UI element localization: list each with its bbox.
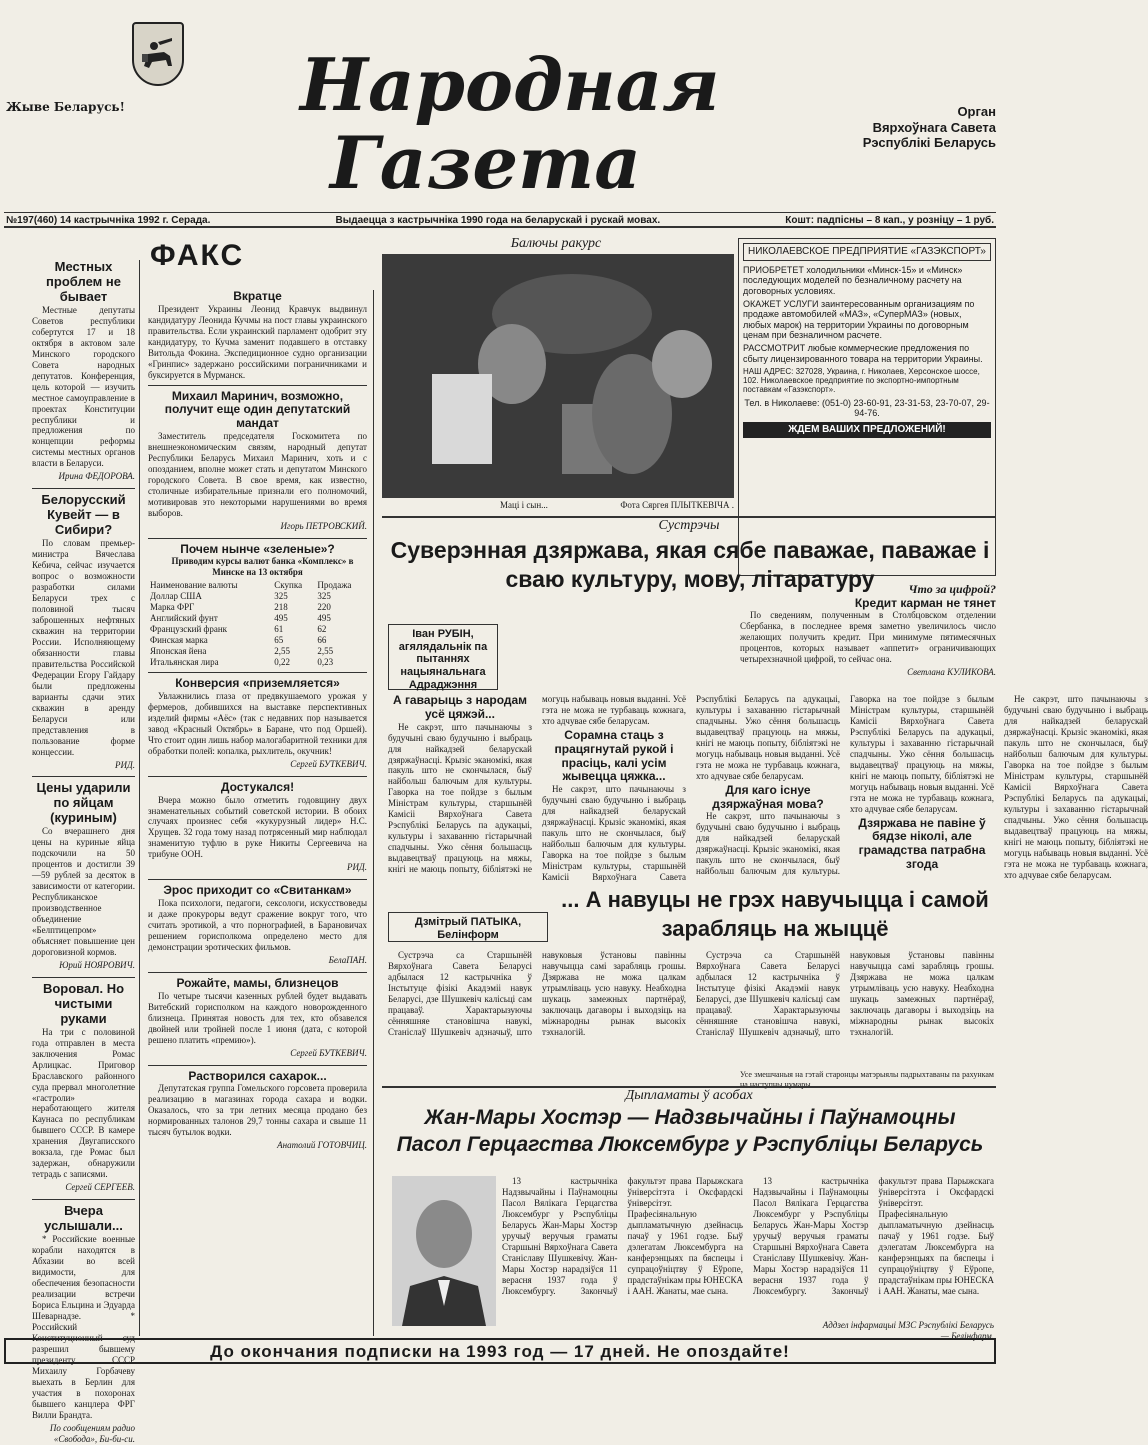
meeting-subhead: А гаварыць з народам усё цяжэй... [392,693,528,721]
article-body: Президент Украины Леонид Кравчук выдвинул кандидатуру Леонида Кучмы на пост главы украинского правительства. Если украинский парламент одобрит эту кандидатуру, то Кучма заменит подавшего в отставку Витольда Фокина. Экспедиционное судно организации «Гринпис» задержано российскими пограничниками и буксируется в Мурманск. [148,303,367,380]
science-headline: ... А навуцы не грэх навучыцца і самой зарабляць на жыццё [561,887,989,941]
article-body: Вчера можно было отметить годовщину двух знаменательных событий советской истории. В обоих случаях произнес себя «кукурузный лидер» Н.С. Хрущев. 32 года тому назад потрясенный мир наблюдал знаменитую туфлю в руке Никиты Сергеевича на трибуне ООН. [148,794,367,860]
issue-number: №197(460) 14 кастрычніка 1992 г. Серада. [6,215,211,226]
article-title: Михаил Маринич, возможно, получит еще один депутатский мандат [164,388,351,431]
fax-article-body: Со вчерашнего дня цены на куриные яйца подскочили на 50 процентов и достигли 39—59 рублей за десяток в зависимости от категории. Республиканское производственное объединение «Белптицепром» объясняет повышение цен дороговизной кормов. [32,826,135,957]
fax-article-title: Ворoвал. Но чистыми руками [42,980,125,1026]
price-info: Кошт: падпісны – 8 кап., у розніцу – 1 руб. [785,215,994,226]
motto: Жыве Беларусь! [6,100,125,114]
fax-article-body: * Российские военные корабли находятся в Абхазии во всей видимости, для обеспечения безопасности реализации встречи Бориса Ельцина и Эдуарда Шеварнадзе. * Российский Конституционный суд разрешил бывшему президенту СССР Михаилу Горбачеву выехать в Берлин для участия в похоронах бывшего канцлера ФРГ Вилли Брандта. [32,1234,135,1420]
protest-photo [382,254,734,498]
table-row: Японская йена 2,55 2,55 [150,646,334,657]
diplomats-rubric: Дыпламаты ў асобах [382,1086,996,1104]
credit-body: По сведениям, полученным в Столбцовском отделении Сбербанка, в последнее время заметно увеличилось число желающих получить кредит. При минимуме пятимесячных процентов, которых называет «аппетит» ограничивающих четырехзначной цифрой, то сейчас она. [740,610,996,665]
table-row: Английский фунт 495 495 [150,613,331,624]
table-row: Французский франк 61 62 [150,624,327,635]
fax-article-title: Местных проблем не бывает [46,259,121,304]
diplomats-body: 13 кастрычніка Надзвычайны і Паўнамоцны Пасол Вялікага Герцагства Люксембург у Рэспубліцы Беларусь Жан-Мары Хостэр уручыў веручыя граматы Старшыні Вярхоўнага Савета Станіславу Шушкевічу. Жан-Мары Хостэр нарадзіўся 11 верасня 1937 года ў Люксембургу. Закончыў факультэт права Парыжскага ўніверсітэта і Оксфардскі ўніверсітэт. Прафесіянальную дыпламатычную дзейнасць пачаў у 1961 годзе. Быў дэлегатам Люксембурга на канферэнцыях па бяспецы і супрацоўніцтву ў Еўропе, прадстаўнікам пры ЮНЕСКА і ААН. Жанаты, мае сына. 13 кастрычніка Надзвычайны і Паўнамоцны Пасол Вялікага Герцагства Люксембург у Рэспубліцы Беларусь Жан-Мары Хостэр уручыў веручыя граматы Старшыні Вярхоўнага Савета Станіславу Шушкевічу. Жан-Мары Хостэр нарадзіўся 11 верасня 1937 года ў Люксембургу. Закончыў факультэт права Парыжскага ўніверсітэта і Оксфардскі ўніверсітэт. Прафесіянальную дыпламатычную дзейнасць пачаў у 1961 годзе. Быў дэлегатам Люксембурга на канферэнцыях па бяспецы і супрацоўніцтву ў Еўропе, прадстаўнікам пры ЮНЕСКА і ААН. Жанаты, мае сына. [502,1176,994,1296]
fax-article-title: Вчера услышали... [44,1203,123,1234]
table-header: Наименование валюты Скупка Продажа [150,580,352,591]
ad-item: ОКАЖЕТ УСЛУГИ заинтересованным организациям по продаже автомобилей «МАЗ», «СуперМАЗ» (новых, любых марок) на территории Украины по договорным ценам при безналичном расчете. [743,299,975,341]
issue-info-bar [4,212,996,228]
meeting-headline: Суверэнная дзяржава, якая сябе паважае, паважае і сваю культуру, мову, літаратуру [390,537,990,592]
credit-article: Что за цифрой? Кредит карман не тянет По сведениям, полученным в Столбцовском отделении Сбербанка, в последнее время заметно увеличилось число желающих получить кредит. При минимуме пятимесячных процентов, которых называет «аппетит» ограничивающих четырехзначной цифрой, то сейчас она. Светлана КУЛИКОВА. [740,582,996,678]
news-column: Вкратце Президент Украины Леонид Кравчук выдвинул кандидатуру Леонида Кучмы на пост главы украинского правительства. Если украинский парламент одобрит эту кандидатуру, то Кучма заменит подавшего в отставку Витольда Фокина. Экспедиционное судно организации «Гринпис» задержано российскими пограничниками и буксируется в Мурманск. Михаил Маринич, возможно, получит еще один депутатский мандат Заместитель председателя Госкомитета по внешнеэкономическим связям, народный депутат Республики Беларусь Михаил Маринич, хоть и с опозданием, вполне может стать и депутатом Минского городского Совета. В свое время, как известно, столичные избирательные признали его полномочий, мотивировав это некоторыми нарушениями во время выборов. Игорь ПЕТРОВСКИЙ. Почем нынче «зеленые»? Приводим курсы валют банка «Комплекс» в Минске на 13 октября Наименование валюты Скупка Продажа Доллар США 325 325 Марка ФРГ 218 220 Английский фунт 495 495 Французский франк 61 62 Финская марка 65 66 Японская йена 2,55 2,55 Итальянская лира 0,22 0,23 Конверсия «приземляется» Увлажнились глаза от предвкушаемого урожая у фермеров, добившихся на выставке перспективных изделий фирмы «Аёс» (так с недавних пор называется завод «Красный Октябрь» в Баране, что под Оршей). Что стоит один лишь набор малогабаритной техники для обработки полей: копалка, рыхлитель, окучник! Сергей БУТКЕВИЧ. Достукался! Вчера можно было отметить годовщину двух знаменательных событий советской истории. В обоих случаях произнес себя «кукурузный лидер» Н.С. Хрущев. 32 года тому назад потрясенный мир наблюдал знаменитую туфлю в руке Никиты Сергеевича на трибуне ООН. РИД. Эрос приходит со «Свитанкам» Пока психологи, педагоги, сексологи, искусствоведы и даже прокуроры ведут сражение вокруг того, что считать эротикой, а что порнографией, в Барановичах решением горисполкома определено место для демонстрации эротических фильмов. БелаПАН. Рожайте, мамы, близнецов По четыре тысячи казенных рублей будет выдавать Витебский горисполком на каждого новорожденного близнеца. Принятая новость для тех, кто обзавелся двойней или тройней после 1 июня (дата, с которой решено платить «премию»). Сергей БУТКЕВИЧ. Растворился сахарок... Депутатская группа Гомельского горсовета проверила реализацию в магазинах города сахара и водки. Оказалось, что за три летних месяца продано без нормированных талонов 29,7 тонны сахара и свыше 11 тысяч бутылок водки. Анатолий ГОТОВЧИЦ. [148,290,374,1336]
fax-column: Местных проблем не бывает Местные депутаты Советов республики собертутся 17 и 18 октября в актовом зале Минского городского Совета народных депутатов. Конференция, цель которой — изучить местное самоуправление в проектах Конституции республики и предложения по концепции реформы системы местных органов власти в Беларуси. Ирина ФЕДОРОВА. Белорусский Кувейт — в Сибири? По словам премьер-министра Вячеслава Кебича, сейчас изучается вопрос о возможности разработки силами Беларуси трех с половиной тысяч заброшенных нефтяных скважин на территории России. Исполняющему обязанности главы правительства Российской Федерации Егору Гайдару были предложены варианты сдачи этих скважин в аренду Беларуси или представления в пользование форме концессии. РИД. Цены ударили по яйцам (куриным) Со вчерашнего дня цены на куриные яйца подскочили на 50 процентов и достигли 39—59 рублей за десяток в зависимости от категории. Республиканское производственное объединение «Белптицепром» объясняет повышение цен дороговизной кормов. Юрий НОЯРОВИЧ. Ворoвал. Но чистыми руками На три с половиной года отправлен в места заключения Ромас Арлицкас. Приговор Браславского районного суда прервал многолетние «гастроли» неработающего жителя Каунаса по республикам бывшего СССР. В камере хранения Двугаписского вокзала, где Ромас был задержан, обнаружили тетрадь с записями. Сергей СЕРГЕЕВ. Вчера услышали... * Российские военные корабли находятся в Абхазии во всей видимости, для обеспечения безопасности реализации встречи Бориса Ельцина и Эдуарда Шеварнадзе. * Российский Конституционный суд разрешил бывшему президенту СССР Михаилу Горбачеву выехать в Берлин для участия в похоронах бывшего канцлера ФРГ Вилли Брандта. По сообщениям радио «Свобода», Би-би-си. [32,260,140,1336]
photo-caption-right: Фота Сяргея ПЛЫТКЕВІЧА . [620,500,734,510]
ad-item: ПРИОБРЕТЕТ холодильники «Минск-15» и «Минск» последующих моделей по безналичному расчету на договорных условиях. [743,265,963,296]
article-title: Вкратце [233,289,282,303]
article-body: Пока психологи, педагоги, сексологи, искусствоведы и даже прокуроры ведут сражение вокруг того, что считать эротикой, а что порнографией, в Барановичах решением горисполкома определено место для демонстрации эротических фильмов. [148,898,367,952]
science-byline: Дзмітрый ПАТЫКА, Белінформ [388,912,548,942]
ambassador-portrait [392,1176,496,1326]
organ-caption: Орган Вярхоўнага Савета Рэспублікі Беларусь [862,104,996,151]
table-row: Финская марка 65 66 [150,635,327,646]
meeting-byline: Іван РУБІН, агялядальнік па пытаннях нацыянальнага Адраджэння [388,624,498,690]
ad-title: НИКОЛАЕВСКОЕ ПРЕДПРИЯТИЕ «ГАЗЭКСПОРТ» [743,243,991,261]
title-line-2: Газета [330,120,641,205]
science-end-note: Усе змешчаныя на гэтай старонцы матэрыялы падрыхтаваны па рахункам на наступны нумары. [740,1070,994,1089]
article-body: Приводим курсы валют банка «Комплекс» в Минске на 13 октября [171,556,354,578]
publication-since: Выдаецца з кастрычніка 1990 года на беларускай і рускай мовах. [335,215,661,226]
meeting-subhead: Сорамна стаць з працягнутай рукой і прасіць, калі усім жывецца цяжка... [554,727,674,784]
subscription-banner: До окончания подписки на 1993 год — 17 дней. Не опоздайте! [4,1338,996,1364]
fax-article-body: По словам премьер-министра Вячеслава Кебича, сейчас изучается вопрос о возможности разработки силами Беларуси трех с половиной тысяч заброшенных нефтяных скважин на территории России. Исполняющему обязанности главы правительства Российской Федерации Егору Гайдару были предложены варианты сдачи этих скважин в аренду Беларуси или представления в пользование форме концессии. [32,538,135,757]
article-body: Увлажнились глаза от предвкушаемого урожая у фермеров, добившихся на выставке перспективных изделий фирмы «Аёс» (так с недавних пор называется завод «Красный Октябрь» в Баране, что под Оршей). Что стоит один лишь набор малогабаритной техники для обработки полей: копалка, рыхлитель, окучник! [148,690,367,756]
fax-article-body: Местные депутаты Советов республики собертутся 17 и 18 октября в актовом зале Минского городского Совета народных депутатов. Конференция, цель которой — изучить местное самоуправление в проектах Конституции республики и предложения по концепции реформы системы местных органов власти в Беларуси. [32,304,135,469]
fax-article-title: Белорусский Кувейт — в Сибири? [41,492,126,538]
photo-caption-left: Маці і сын... [500,500,548,510]
meeting-subhead: Для каго існуе дзяржаўная мова? [712,782,824,811]
meeting-subhead: Дзяржава не павіне ў бядзе ніколі, але грамадства патрабна згода [858,815,986,872]
coat-of-arms-icon [132,22,184,86]
meeting-rubric: Сустрэчы [382,516,996,534]
ad-address: НАШ АДРЕС: 327028, Украина, г. Николаев, Херсонское шоссе, 102. Николаевское предприятие по экспортно-импортным поставкам «Газэкспорт». [743,367,980,395]
fax-article-body: На три с половиной года отправлен в места заключения Ромас Арлицкас. Приговор Браславского районного суда прервал многолетние «гастроли» неработающего жителя Каунаса по республикам бывшего СССР. В камере хранения Двугаписского вокзала, где Ромас был задержан, обнаружили тетрадь с записями. [32,1026,135,1180]
article-title: Конверсия «приземляется» [175,676,340,691]
article-title: Растворился сахарок... [188,1068,327,1083]
table-row: Итальянская лира 0,22 0,23 [150,657,334,668]
fax-heading: ФАКС [150,239,245,272]
science-body: Сустрэча са Старшынёй Вярхоўнага Савета Беларусі адбылася 12 кастрычніка ў Інстытуце фізікі Акадэміі навук Беларусі, дзе Шушкевіч калісьці сам працаваў. Характарызуючы сённяшняе становішча навукі, Станіслаў Шушкевіч адзначыў, што навуковыя ўстановы павінны навучыцца самі зарабляць грошы. Дзяржава не можа цалкам утрымліваць усю навуку. Неабходна шукаць замежных партнёраў, заключаць дагаворы і выходзіць на міжнародны рынак высокіх тэхналогій. Сустрэча са Старшынёй Вярхоўнага Савета Беларусі адбылася 12 кастрычніка ў Інстытуце фізікі Акадэміі навук Беларусі, дзе Шушкевіч калісьці сам працаваў. Характарызуючы сённяшняе становішча навукі, Станіслаў Шушкевіч адзначыў, што навуковыя ўстановы павінны навучыцца самі зарабляць грошы. Дзяржава не можа цалкам утрымліваць усю навуку. Неабходна шукаць замежных партнёраў, заключаць дагаворы і выходзіць на міжнародны рынак высокіх тэхналогій. [388,950,994,1037]
credit-kicker: Что за цифрой? [908,582,996,596]
photo-rubric: Балючы ракурс [510,236,602,251]
meeting-body: А гаварыць з народам усё цяжэй... Не сакрэт, што пачынаючы з будучыні сваю будучыню і выбраць для найкадзей беларускай дзяржаўнасці. Крызіс эканомікі, якая пакуль што не скончылася, быў найбольш балючым для культуры. Гаворка на тое пойдзе з былым Міністрам культуры, старшынёй Камісіі Вярхоўнага Савета Рэспублікі Беларусь па адукацыі, культуры і захаванню гістарычнай спадчыны. Ужо сёння большасць выдавецтваў працуюць на мяжы, кнігі не маюць попыту, бібліятэкі не могуць набываць новыя выданні. Усё гэта не можа не турбаваць кожнага, хто адчувае сябе беларусам. Сорамна стаць з працягнутай рукой і прасіць, калі усім жывецца цяжка... Не сакрэт, што пачынаючы з будучыні сваю будучыню і выбраць для найкадзей беларускай дзяржаўнасці. Крызіс эканомікі, якая пакуль што не скончылася, быў найбольш балючым для культуры. Гаворка на тое пойдзе з былым Міністрам культуры, старшынёй Камісіі Вярхоўнага Савета Рэспублікі Беларусь па адукацыі, культуры і захаванню гістарычнай спадчыны. Ужо сёння большасць выдавецтваў працуюць на мяжы, кнігі не маюць попыту, бібліятэкі не могуць набываць новыя выданні. Усё гэта не можа не турбаваць кожнага, хто адчувае сябе беларусам. Для каго існуе дзяржаўная мова? Не сакрэт, што пачынаючы з будучыні сваю будучыню і выбраць для найкадзей беларускай дзяржаўнасці. Крызіс эканомікі, якая пакуль што не скончылася, быў найбольш балючым для культуры. Гаворка на тое пойдзе з былым Міністрам культуры, старшынёй Камісіі Вярхоўнага Савета Рэспублікі Беларусь па адукацыі, культуры і захаванню гістарычнай спадчыны. Ужо сёння большасць выдавецтваў працуюць на мяжы, кнігі не маюць попыту, бібліятэкі не могуць набываць новыя выданні. Усё гэта не можа не турбаваць кожнага, хто адчувае сябе беларусам. Дзяржава не павіне ў бядзе ніколі, але грамадства патрабна згода Не сакрэт, што пачынаючы з будучыні сваю будучыню і выбраць для найкадзей беларускай дзяржаўнасці. Крызіс эканомікі, якая пакуль што не скончылася, быў найбольш балючым для культуры. Гаворка на тое пойдзе з былым Міністрам культуры, старшынёй Камісіі Вярхоўнага Савета Рэспублікі Беларусь па адукацыі, культуры і захаванню гістарычнай спадчыны. Ужо сёння большасць выдавецтваў працуюць на мяжы, кнігі не маюць попыту, бібліятэкі не могуць набываць новыя выданні. Усё гэта не можа не турбаваць кожнага, хто адчувае сябе беларусам. [388,693,1148,882]
ad-item: РАССМОТРИТ любые коммерческие предложения по сбыту лицензированного товара на территории Украины. [743,343,983,364]
article-title: Достукался! [220,779,295,794]
article-title: Рожайте, мамы, близнецов [176,975,339,990]
article-body: По четыре тысячи казенных рублей будет выдавать Витебский горисполком на каждого новорожденного близнеца. Принятая новость для тех, кто обзавелся двойней или тройней после 1 июня (дата, с которой решено платить «премию»). [148,990,367,1045]
article-title: Почем нынче «зеленые»? [180,541,335,556]
article-title: Эрос приходит со «Свитанкам» [163,883,352,898]
article-body: Депутатская группа Гомельского горсовета проверила реализацию в магазинах города сахара и водки. Оказалось, что за три летних месяца продано без нормированных талонов 29,7 тонны сахара и свыше 11 тысяч бутылок водки. [148,1083,367,1138]
currency-rates-table [148,580,367,668]
title-line-1: Народная [300,42,720,127]
credit-title: Кредит карман не тянет [854,595,996,610]
table-row: Доллар США 325 325 [150,591,331,602]
ad-phones: Тел. в Николаеве: (051-0) 23-60-91, 23-31-53, 23-70-07, 29-94-76. [744,397,990,418]
masthead-title [270,22,740,205]
diplomats-headline: Жан-Мары Хостэр — Надзвычайны і Паўнамоцны Пасол Герцагства Люксембург у Рэспубліцы Беларусь [396,1106,984,1157]
diplomats-sign: Аддзел інфармацыі МЗС Рэспублікі Беларусь — Белінфарм. [822,1320,994,1341]
fax-article-title: Цены ударили по яйцам (куриным) [36,780,131,826]
ad-footer: ЖДЕМ ВАШИХ ПРЕДЛОЖЕНИЙ! [743,422,991,438]
article-body: Заместитель председателя Госкомитета по внешнеэкономическим связям, народный депутат Республики Беларусь Михаил Маринич, хоть и с опозданием, вполне может стать и депутатом Минского городского Совета. В свое время, как известно, столичные избирательные признали его полномочий, мотивировав это некоторыми нарушениями во время выборов. [148,430,367,518]
table-row: Марка ФРГ 218 220 [150,602,331,613]
